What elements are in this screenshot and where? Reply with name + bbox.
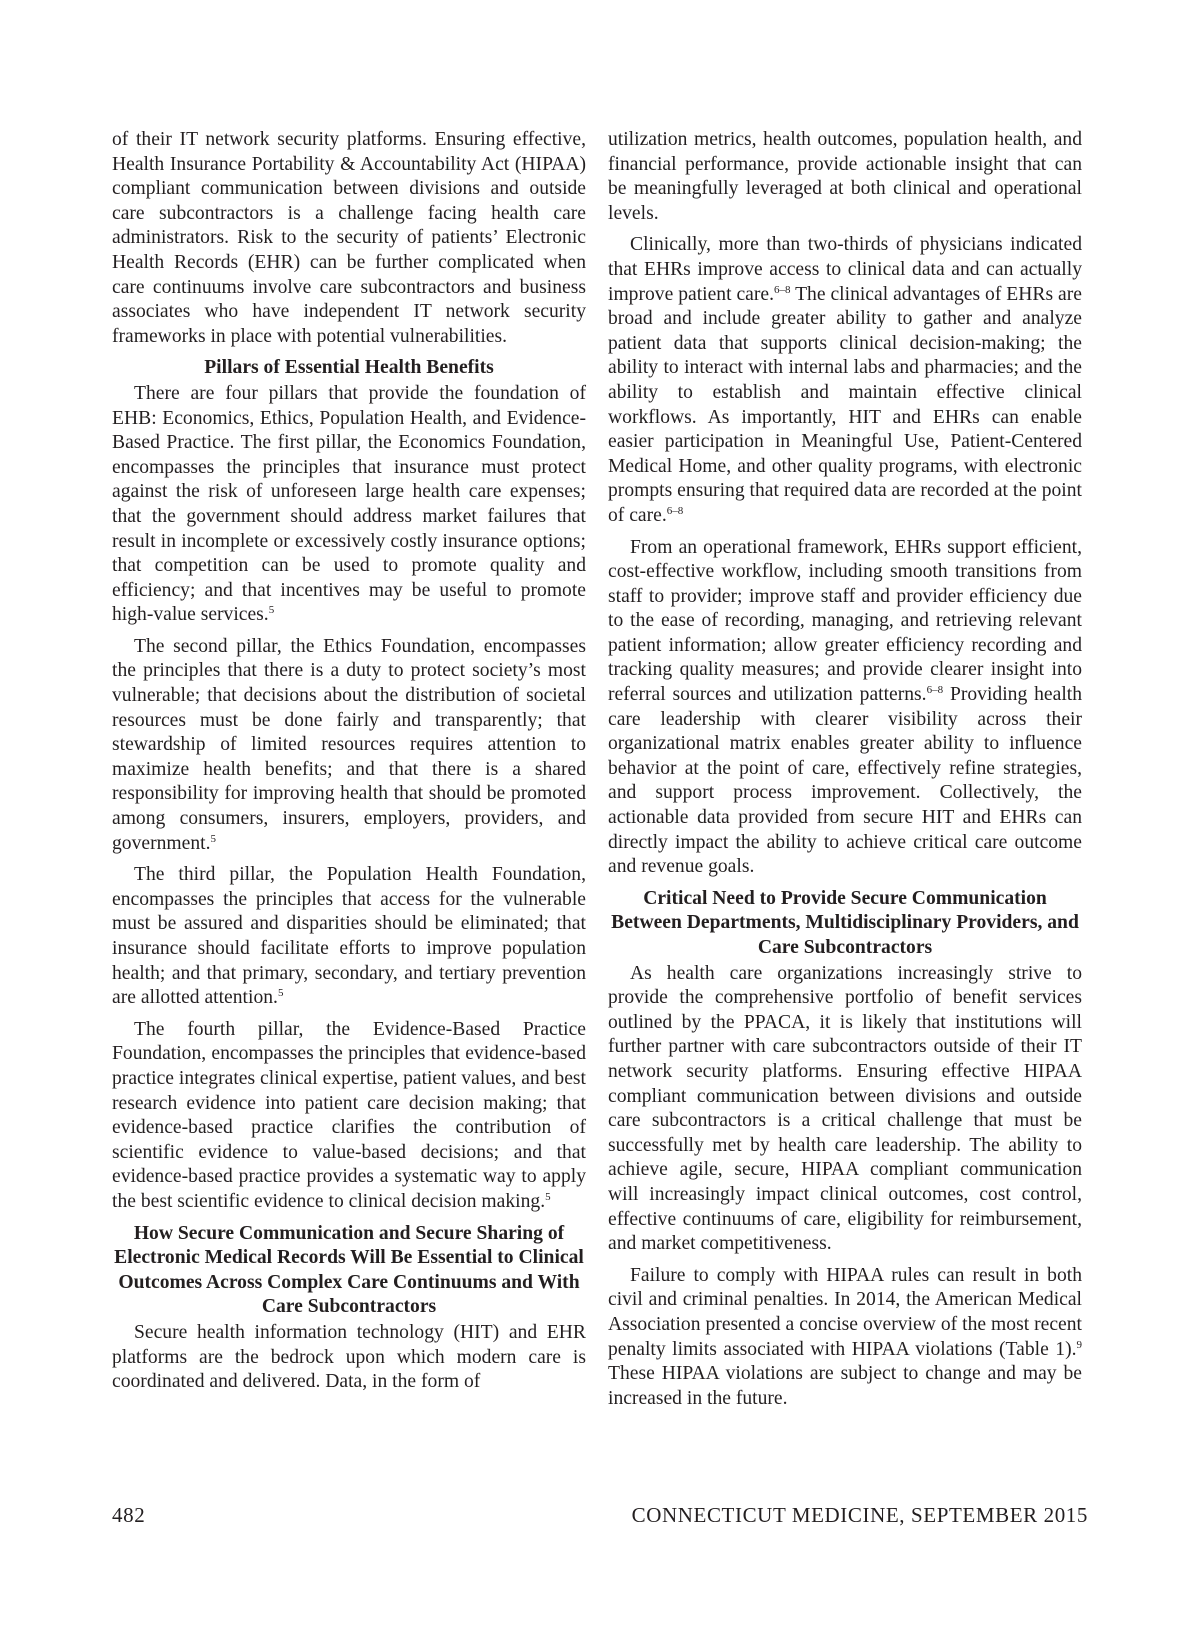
reference-marker: 5 — [210, 832, 216, 845]
reference-marker: 5 — [268, 604, 275, 617]
reference-marker: 6–8 — [926, 684, 944, 697]
paragraph: Secure health information technology (HIT) and EHR platforms are the bedrock upon which modern care is coordinated and delivered. Data, in the form of — [112, 1321, 586, 1393]
reference-marker: 9 — [1076, 1338, 1082, 1351]
paragraph: From an operational framework, EHRs support efficient, cost-effective workflow, including smooth transitions from staff to provider; improve staff and provider efficiency due to the ease of recording, managing, and retrieving relevant patient information; allow greater efficiency recording and tracking quality measures; and provide clearer insight into referral sources and utilization patterns.$^{6-8}$ Providing health care leadership with clearer visibility across their organizational matrix enables greater ability to influence behavior at the point of care, effectively refine strategies, and support process improvement. Collectively, the actionable data provided from secure HIT and EHRs can directly impact the ability to achieve critical care outcome and revenue goals. — [608, 536, 1083, 878]
paragraph: As health care organizations increasingly strive to provide the comprehensive portfolio of benefit services outlined by the PPACA, it is likely that institutions will further partner with care subcontractors outside of their IT network security platforms. Ensuring effective HIPAA compliant communication between divisions and outside care subcontractors is a critical challenge that must be successfully met by health care leadership. The ability to achieve agile, secure, HIPAA compliant communication will increasingly impact clinical outcomes, cost control, effective continuums of care, eligibility for reimbursement, and market competitiveness. — [608, 962, 1082, 1255]
reference-marker: 6–8 — [774, 283, 791, 296]
page-number: 482 — [112, 1503, 146, 1527]
reference-marker: 6–8 — [666, 504, 684, 517]
section-heading: Pillars of Essential Health Benefits — [204, 357, 494, 379]
paragraph: Failure to comply with HIPAA rules can result in both civil and criminal penalties. In 2014, the American Medical Association presented a concise overview of the most recent penalty limits associated with HIPAA violations (Table 1).$^9$ These HIPAA violations are subject to change and may be increased in the future. — [608, 1264, 1082, 1409]
paragraph: The third pillar, the Population Health Foundation, encompasses the principles that access for the vulnerable must be assured and disparities should be eliminated; that insurance should facilitate efforts to improve population health; and that primary, secondary, and tertiary prevention are allotted attention.$^5$ — [112, 864, 586, 1009]
paragraph: The second pillar, the Ethics Foundation, encompasses the principles that there is a duty to protect society’s most vulnerable; that decisions about the distribution of societal resources must be done fairly and transparently; that stewardship of limited resources requires attention to maximize health benefits; and that there is a shared responsibility for improving health that should be promoted among consumers, insurers, employers, providers, and government.$^5$ — [112, 635, 586, 854]
paragraph: The fourth pillar, the Evidence-Based Practice Foundation, encompasses the principles that evidence-based practice integrates clinical expertise, patient values, and best research evidence into patient care decision making; that evidence-based practice clarifies the contribution of scientific evidence to value-based decisions; and that evidence-based practice provides a systematic way to apply the best scientific evidence to clinical decision making.$^5$ — [112, 1018, 586, 1212]
journal-footer: CONNECTICUT MEDICINE, SEPTEMBER 2015 — [631, 1503, 1088, 1527]
section-heading: Critical Need to Provide Secure Communication Between Departments, Multidisciplinary Providers, and Care Subcontractors — [611, 887, 1079, 958]
left-column — [112, 128, 586, 1402]
paragraph: utilization metrics, health outcomes, population health, and financial performance, provide actionable insight that can be meaningfully leveraged at both clinical and operational levels. — [608, 129, 1082, 224]
right-column — [608, 128, 1082, 1418]
section-heading: How Secure Communication and Secure Sharing of Electronic Medical Records Will Be Essential to Clinical Outcomes Across Complex Care Continuums and With Care Subcontractors — [114, 1222, 584, 1318]
paragraph: There are four pillars that provide the foundation of EHB: Economics, Ethics, Population Health, and Evidence-Based Practice. The first pillar, the Economics Foundation, encompasses the principles that insurance must protect against the risk of unforeseen large health care expenses; that the government should address market failures that result in incomplete or excessively costly insurance options; that competition can be used to promote quality and efficiency; and that incentives may be useful to promote high-value services.$^5$ — [112, 382, 586, 626]
reference-marker: 5 — [545, 1190, 551, 1203]
paragraph: of their IT network security platforms. Ensuring effective, Health Insurance Portability & Accountability Act (HIPAA) compliant communication between divisions and outside care subcontractors is a challenge facing health care administrators. Risk to the security of patients’ Electronic Health Records (EHR) can be further complicated when care continuums involve care subcontractors and business associates who have independent IT network security frameworks in place with potential vulnerabilities. — [112, 129, 586, 347]
reference-marker: 5 — [277, 987, 284, 1000]
paragraph: Clinically, more than two-thirds of physicians indicated that EHRs improve access to clinical data and can actually improve patient care.$^{6-8}$ The clinical advantages of EHRs are broad and include greater ability to gather and analyze patient data that supports clinical decision-making; the ability to interact with internal labs and pharmacies; and the ability to establish and maintain effective clinical workflows. As importantly, HIT and EHRs can enable easier participation in Meaningful Use, Patient-Centered Medical Home, and other quality programs, with electronic prompts ensuring that required data are recorded at the point of care.$^{6-8}$ — [608, 234, 1082, 526]
